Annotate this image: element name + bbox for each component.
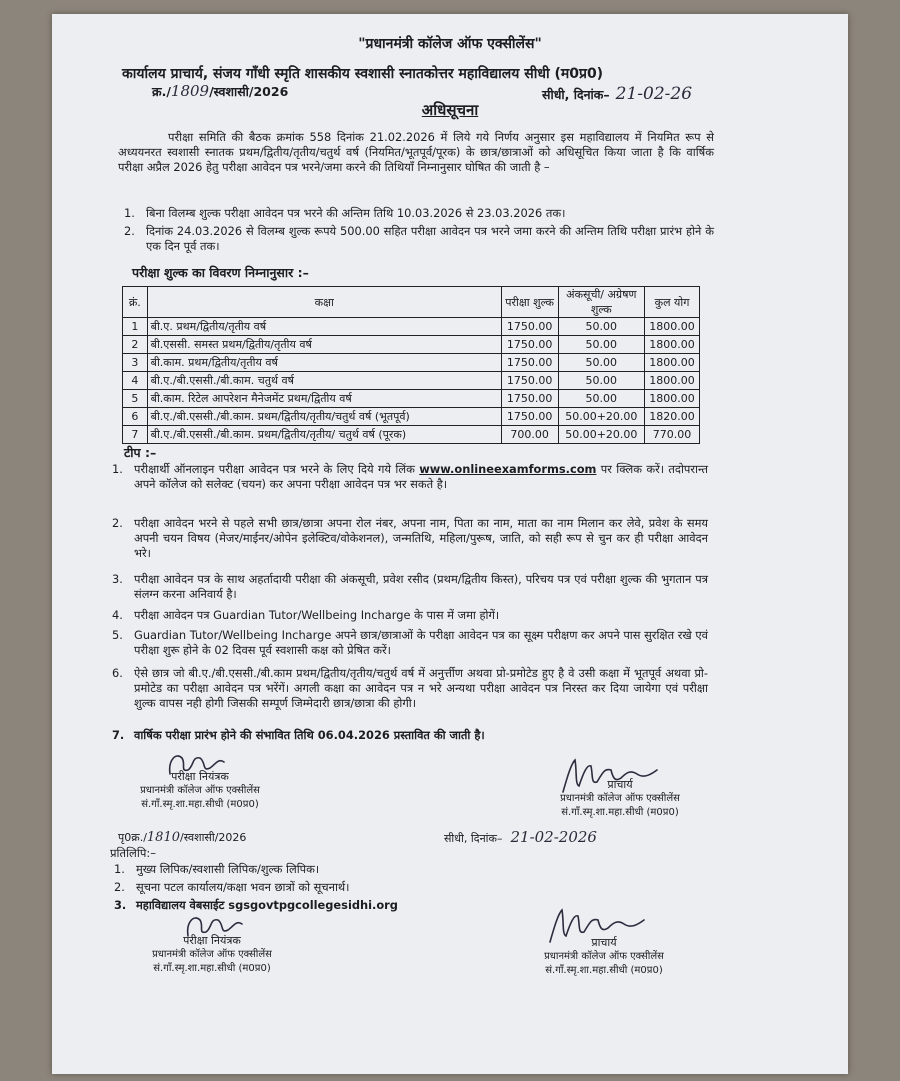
- reference-number: [152, 82, 288, 100]
- fee-heading: परीक्षा शुल्क का विवरण निम्नानुसार :–: [132, 265, 309, 280]
- notice-heading: अधिसूचना: [421, 101, 479, 119]
- copy-item: 1. मुख्य लिपिक/स्वशासी लिपिक/शुल्क लिपिक।: [114, 862, 320, 876]
- note-item: 3. परीक्षा आवेदन पत्र के साथ अहर्तादायी परीक्षा की अंकसूची, प्रवेश रसीद (प्रथम/द्वितीय किस्त), परिचय पत्र एवं परीक्षा शुल्क की भुगतान पत्र संलग्न करना अनिवार्य है।: [112, 572, 708, 601]
- table-row: 3 बी.काम. प्रथम/द्वितीय/तृतीय वर्ष 1750.00 50.00 1800.00: [123, 354, 700, 372]
- date-value: 21-02-26: [615, 84, 693, 104]
- intro-paragraph: परीक्षा समिति की बैठक क्रमांक 558 दिनांक 21.02.2026 में लिये गये निर्णय अनुसार इस महाविद्यालय में नियमित रूप से अध्ययनरत स्वशासी स्नातक प्रथम/द्वितीय/तृतीय/चतुर्थ वर्ष (नियमित/भूतपूर्व/पूरक) के छात्र/छात्राओं को अधिसूचित किया जाता है कि वार्षिक परीक्षा अप्रैल 2026 हेतु परीक्षा आवेदन पत्र भरने/जमा करने की तिथियाँ निम्नानुसार घोषित की जाती है –: [118, 130, 714, 174]
- notice-document: [52, 14, 848, 1074]
- copy-reference: पृ0क्र./1810/स्वशासी/2026: [118, 830, 247, 845]
- col-total: कुल योग: [645, 287, 700, 318]
- table-row: 5 बी.काम. रिटेल आपरेशन मैनेजमेंट प्रथम/द्वितीय वर्ष 1750.00 50.00 1800.00: [123, 390, 700, 408]
- college-title: "प्रधानमंत्री कॉलेज ऑफ एक्सीलेंस": [358, 36, 542, 52]
- date-label: सीधी, दिनांक–: [542, 87, 610, 102]
- col-class: कक्षा: [147, 287, 501, 318]
- note-item: 2. परीक्षा आवेदन भरने से पहले सभी छात्र/छात्रा अपना रोल नंबर, अपना नाम, पिता का नाम, माता का नाम मिलान कर लेवे, प्रवेश के समय अपनी चयन विषय (मेजर/माईनर/ओपेन इलेक्टिव/वोकेशनल), जन्मतिथि, महिला/पुरूष, जाति, को सही रूप से चुन कर ही परीक्षा आवेदन भरे।: [112, 516, 708, 560]
- note-item: 1. परीक्षार्थी ऑनलाइन परीक्षा आवेदन पत्र भरने के लिए दिये गये लिंक www.onlineexamforms.com पर क्लिक करें। तदोपरान्त अपने कॉलेज को सलेक्ट (चयन) कर अपना परीक्षा आवेदन पत्र भर सकते है।: [112, 462, 708, 491]
- principal-sign-block-2: प्राचार्य प्रधानमंत्री कॉलेज ऑफ एक्सीलेंस सं.गाँ.स्मृ.शा.महा.सीधी (म0प्र0): [544, 936, 664, 976]
- table-row: 6 बी.ए./बी.एससी./बी.काम. प्रथम/द्वितीय/तृतीय/चतुर्थ वर्ष (भूतपूर्व) 1750.00 50.00+20.00 1820.00: [123, 408, 700, 426]
- table-row: 2 बी.एससी. समस्त प्रथम/द्वितीय/तृतीय वर्ष 1750.00 50.00 1800.00: [123, 336, 700, 354]
- exam-form-link[interactable]: www.onlineexamforms.com: [419, 462, 597, 476]
- controller-sign-block-2: परीक्षा नियंत्रक प्रधानमंत्री कॉलेज ऑफ एक्सीलेंस सं.गाँ.स्मृ.शा.महा.सीधी (म0प्र0): [152, 934, 272, 974]
- copy-date: सीधी, दिनांक– 21-02-2026: [444, 828, 597, 846]
- ref-number: 1809: [170, 82, 210, 100]
- col-marksheet-fee: अंकसूची/ अग्रेषण शुल्क: [558, 287, 645, 318]
- note-item: 4. परीक्षा आवेदन पत्र Guardian Tutor/Wellbeing Incharge के पास में जमा होगें।: [112, 608, 500, 622]
- copy-heading: प्रतिलिपि:–: [110, 846, 156, 860]
- col-serial: क्रं.: [123, 287, 148, 318]
- office-heading: कार्यालय प्राचार्य, संजय गाँधी स्मृति शासकीय स्वशासी स्नातकोत्तर महाविद्यालय सीधी (म0प्र0): [122, 66, 604, 82]
- fee-table: [122, 286, 700, 444]
- date-item: 1. बिना विलम्ब शुल्क परीक्षा आवेदन पत्र भरने की अन्तिम तिथि 10.03.2026 से 23.03.2026 तक।: [124, 206, 566, 220]
- note-item: 7. वार्षिक परीक्षा प्रारंभ होने की संभावित तिथि 06.04.2026 प्रस्तावित की जाती है।: [112, 728, 485, 742]
- col-exam-fee: परीक्षा शुल्क: [501, 287, 558, 318]
- notes-heading: टीप :–: [124, 445, 157, 460]
- table-header-row: [123, 287, 700, 318]
- copy-item: 2. सूचना पटल कार्यालय/कक्षा भवन छात्रों को सूचनार्थ।: [114, 880, 350, 894]
- copy-item: 3. महाविद्यालय वेबसाईट sgsgovtpgcollegesidhi.org: [114, 898, 398, 912]
- date-item: 2. दिनांक 24.03.2026 से विलम्ब शुल्क रूपये 500.00 सहित परीक्षा आवेदन पत्र भरने जमा करने की अन्तिम तिथि परीक्षा प्रारंभ होने के एक दिन पूर्व तक।: [124, 224, 714, 253]
- ref-prefix: क्र./: [152, 84, 171, 99]
- ref-suffix: /स्वशासी/2026: [209, 84, 289, 99]
- table-row: 4 बी.ए./बी.एससी./बी.काम. चतुर्थ वर्ष 1750.00 50.00 1800.00: [123, 372, 700, 390]
- controller-sign-block-1: परीक्षा नियंत्रक प्रधानमंत्री कॉलेज ऑफ एक्सीलेंस सं.गाँ.स्मृ.शा.महा.सीधी (म0प्र0): [140, 770, 260, 810]
- note-item: 5. Guardian Tutor/Wellbeing Incharge अपने छात्र/छात्राओं के परीक्षा आवेदन पत्र का सूक्ष्म परीक्षण कर अपने पास सुरक्षित रखे एवं परीक्षा शुरू होने के 02 दिवस पूर्व स्वशासी कक्ष को प्रेषित करें।: [112, 628, 708, 657]
- principal-sign-block-1: प्राचार्य प्रधानमंत्री कॉलेज ऑफ एक्सीलेंस सं.गाँ.स्मृ.शा.महा.सीधी (म0प्र0): [560, 778, 680, 818]
- table-row: 7 बी.ए./बी.एससी./बी.काम. प्रथम/द्वितीय/तृतीय/ चतुर्थ वर्ष (पूरक) 700.00 50.00+20.00 770.00: [123, 426, 700, 444]
- note-item: 6. ऐसे छात्र जो बी.ए./बी.एससी./बी.काम प्रथम/द्वितीय/तृतीय/चतुर्थ वर्ष में अनुर्त्तीण अथवा प्रो-प्रमोटेड हुए है वे उसी कक्षा में भूतपूर्व अथवा प्रो-प्रमोटेड का परीक्षा आवेदन पत्र भरेंगें। अगली कक्षा का आवेदन पत्र न भरे अन्यथा परीक्षा आवेदन पत्र निरस्त कर दिया जायेगा एवं परीक्षा शुल्क वापस नही होगी जिसकी सम्पूर्ण जिम्मेदारी छात्र/छात्रा की होगी।: [112, 666, 708, 710]
- table-row: 1 बी.ए. प्रथम/द्वितीय/तृतीय वर्ष 1750.00 50.00 1800.00: [123, 318, 700, 336]
